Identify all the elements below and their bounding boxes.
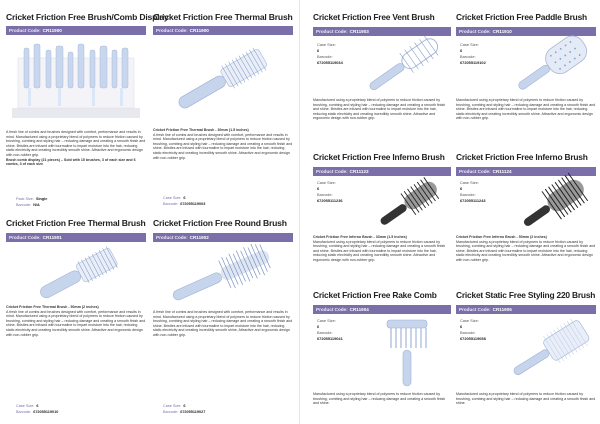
product-description: Manufactured using a proprietary blend of polymers to reduce friction caused by brushing, combing and styling hair – reducing damage and creating a smooth finish and shine. Bristles are infused with tourmaline to impart moisture into the hair, reducing static electricity and creating incredibly smooth shine. Attractive and ergonomic design with non-rubber grip. — [456, 98, 596, 121]
product-code-bar: Product Code: CR11124 — [456, 167, 596, 176]
product-meta: Case Size: 6 Barcode: 672055119041 — [317, 318, 343, 341]
product-code-bar: Product Code: CR11905 — [456, 305, 596, 314]
product-footer: Case Size: 6 Barcode: 672055119003 — [163, 196, 206, 206]
round-brush-image — [165, 242, 281, 308]
thermal-brush-image — [167, 40, 279, 120]
product-meta: Case Size: 6 Barcode: 672055119058 — [460, 318, 486, 341]
product-title: Cricket Friction Free Brush/Comb Display — [6, 12, 169, 22]
product-description: Manufactured using a proprietary blend of polymers to reduce friction caused by brushing, combing and styling hair – reducing damage and creating a smooth finish and shine. — [456, 392, 596, 406]
product-thermal-30 — [153, 12, 293, 212]
product-meta: Case Size: 6 Barcode: 672055119034 — [317, 42, 343, 65]
product-code-bar: Product Code: CR11901 — [6, 233, 146, 242]
product-thermal-50 — [6, 218, 146, 418]
styling-brush-image — [508, 314, 594, 386]
product-code-bar: Product Code: CR11902 — [153, 233, 293, 242]
product-meta: Case Size: 6 Barcode: 672055119102 — [460, 42, 486, 65]
product-paddle — [456, 12, 596, 140]
product-description: Manufactured using a proprietary blend of polymers to reduce friction caused by brushing, combing and styling hair – reducing damage and creating a smooth finish and shine. — [313, 392, 446, 406]
rake-comb-image — [379, 314, 435, 388]
product-rake — [313, 290, 451, 420]
product-meta: Case Size: 6 Barcode: 672055111236 — [317, 180, 343, 203]
product-title: Cricket Friction Free Thermal Brush — [153, 12, 293, 22]
product-title: Cricket Static Free Styling 220 Brush — [456, 290, 596, 300]
product-title: Cricket Friction Free Rake Comb — [313, 290, 437, 300]
inferno-brush-image — [518, 174, 592, 232]
paddle-brush-image — [512, 34, 594, 94]
product-vent — [313, 12, 451, 140]
product-footer: Pack Size: Single Barcode: N/A — [16, 197, 48, 207]
product-code-bar — [6, 26, 146, 35]
display-stand-image — [8, 38, 144, 126]
product-code-bar: Product Code: CR11904 — [313, 305, 451, 314]
product-title: Cricket Friction Free Paddle Brush — [456, 12, 587, 22]
product-description: Manufactured using a proprietary blend of polymers to reduce friction caused by brushing, combing and styling hair – reducing damage and creating a smooth finish and shine. Bristles are infused with tourmaline to impart moisture into the hair, reducing static electricity and creating incredibly smooth shine. Attractive and ergonomic design with non-rubber grip. — [313, 98, 446, 121]
product-code-label: Product Code: — [9, 28, 41, 33]
center-divider — [299, 0, 300, 424]
product-meta: Case Size: 6 Barcode: 672055111243 — [460, 180, 486, 203]
product-title: Cricket Friction Free Inferno Brush — [313, 152, 445, 162]
product-code-bar: Product Code: CR11123 — [313, 167, 451, 176]
product-code-bar: Product Code: CR11910 — [456, 27, 596, 36]
product-title: Cricket Friction Free Inferno Brush — [456, 152, 588, 162]
vent-brush-image — [363, 36, 447, 92]
product-display — [6, 12, 169, 212]
product-description: Cricket Friction Free Thermal Brush - 50mm (2 inches) A fresh line of combs and brushes designed with comfort, performance and results in mind. Manufactured using a proprietary blend of polymers to reduce friction caused by brushing, combing and styling hair – reducing damage and creating a smooth finish and shine. Bristles are infused with tourmaline to impart moisture into the hair, reducing static electricity and creating incredibly smooth shine. Attractive and ergonomic design with non-rubber grip. — [6, 305, 146, 337]
inferno-brush-image — [375, 176, 445, 230]
product-title: Cricket Friction Free Thermal Brush — [6, 218, 146, 228]
product-inferno-33 — [313, 152, 451, 280]
product-code-bar: Product Code: CR11900 — [153, 26, 293, 35]
product-description: Cricket Friction Free Inferno Brush - 50mm (2 inches) Manufactured using a proprietary blend of polymers to reduce friction caused by brushing, combing and styling hair – reducing damage and creating a smooth finish and shine. Bristles are infused with tourmaline to impart moisture into the hair, reducing static electricity and creating incredibly smooth shine. Attractive and ergonomic design with non-rubber grip. — [456, 235, 596, 262]
thermal-brush-image — [30, 244, 130, 302]
product-title: Cricket Friction Free Round Brush — [153, 218, 287, 228]
product-code-bar: Product Code: CR11903 — [313, 27, 451, 36]
product-static-220 — [456, 290, 596, 420]
product-footer: Case Size: 6 Barcode: 672055119027 — [163, 404, 206, 414]
product-description: Cricket Friction Free Thermal Brush - 30mm (1.5 inches) A fresh line of combs and brushes designed with comfort, performance and results in mind. Manufactured using a proprietary blend of polymers to reduce friction caused by brushing, combing and styling hair – reducing damage and creating a smooth finish and shine. Bristles are infused with tourmaline to impart moisture into the hair, reducing static electricity and creating incredibly smooth shine. Attractive and ergonomic design with non-rubber grip. — [153, 128, 293, 160]
product-round — [153, 218, 293, 418]
product-title: Cricket Friction Free Vent Brush — [313, 12, 435, 22]
product-footer: Case Size: 6 Barcode: 672055119010 — [16, 404, 59, 414]
product-description: A fresh line of combs and brushes designed with comfort, performance and results in mind. Manufactured using a proprietary blend of polymers to reduce friction caused by brushing, combing and styling hair – reducing damage and creating a smooth finish and shine. Bristles are infused with tourmaline to impart moisture into the hair, reducing static electricity and creating incredibly smooth shine. Attractive and ergonomic design with non-rubber grip. — [153, 310, 293, 337]
product-inferno-50 — [456, 152, 596, 280]
product-code-value: CR11900 — [42, 28, 62, 33]
product-description: A fresh line of combs and brushes designed with comfort, performance and results in mind. Manufactured using a proprietary blend of polymers to reduce friction caused by brushing, combing and styling hair – reducing damage and creating a smooth finish and shine. Bristles are infused with tourmaline to impart moisture into the hair, reducing static electricity and creating incredibly smooth shine. Attractive and ergonomic design with non-rubber grip. Brush comb display (21 pieces) – Sold with 15 brushes, 3 of each size and 6 combs, 3 of each size — [6, 130, 146, 167]
product-description: Cricket Friction Free Inferno Brush - 33mm (1.5 inches) Manufactured using a proprietary blend of polymers to reduce friction caused by brushing, combing and styling hair – reducing damage and creating a smooth finish and shine. Bristles are infused with tourmaline to impart moisture into the hair, reducing static electricity and creating incredibly smooth shine. Attractive and ergonomic design with non-rubber grip. — [313, 235, 446, 262]
